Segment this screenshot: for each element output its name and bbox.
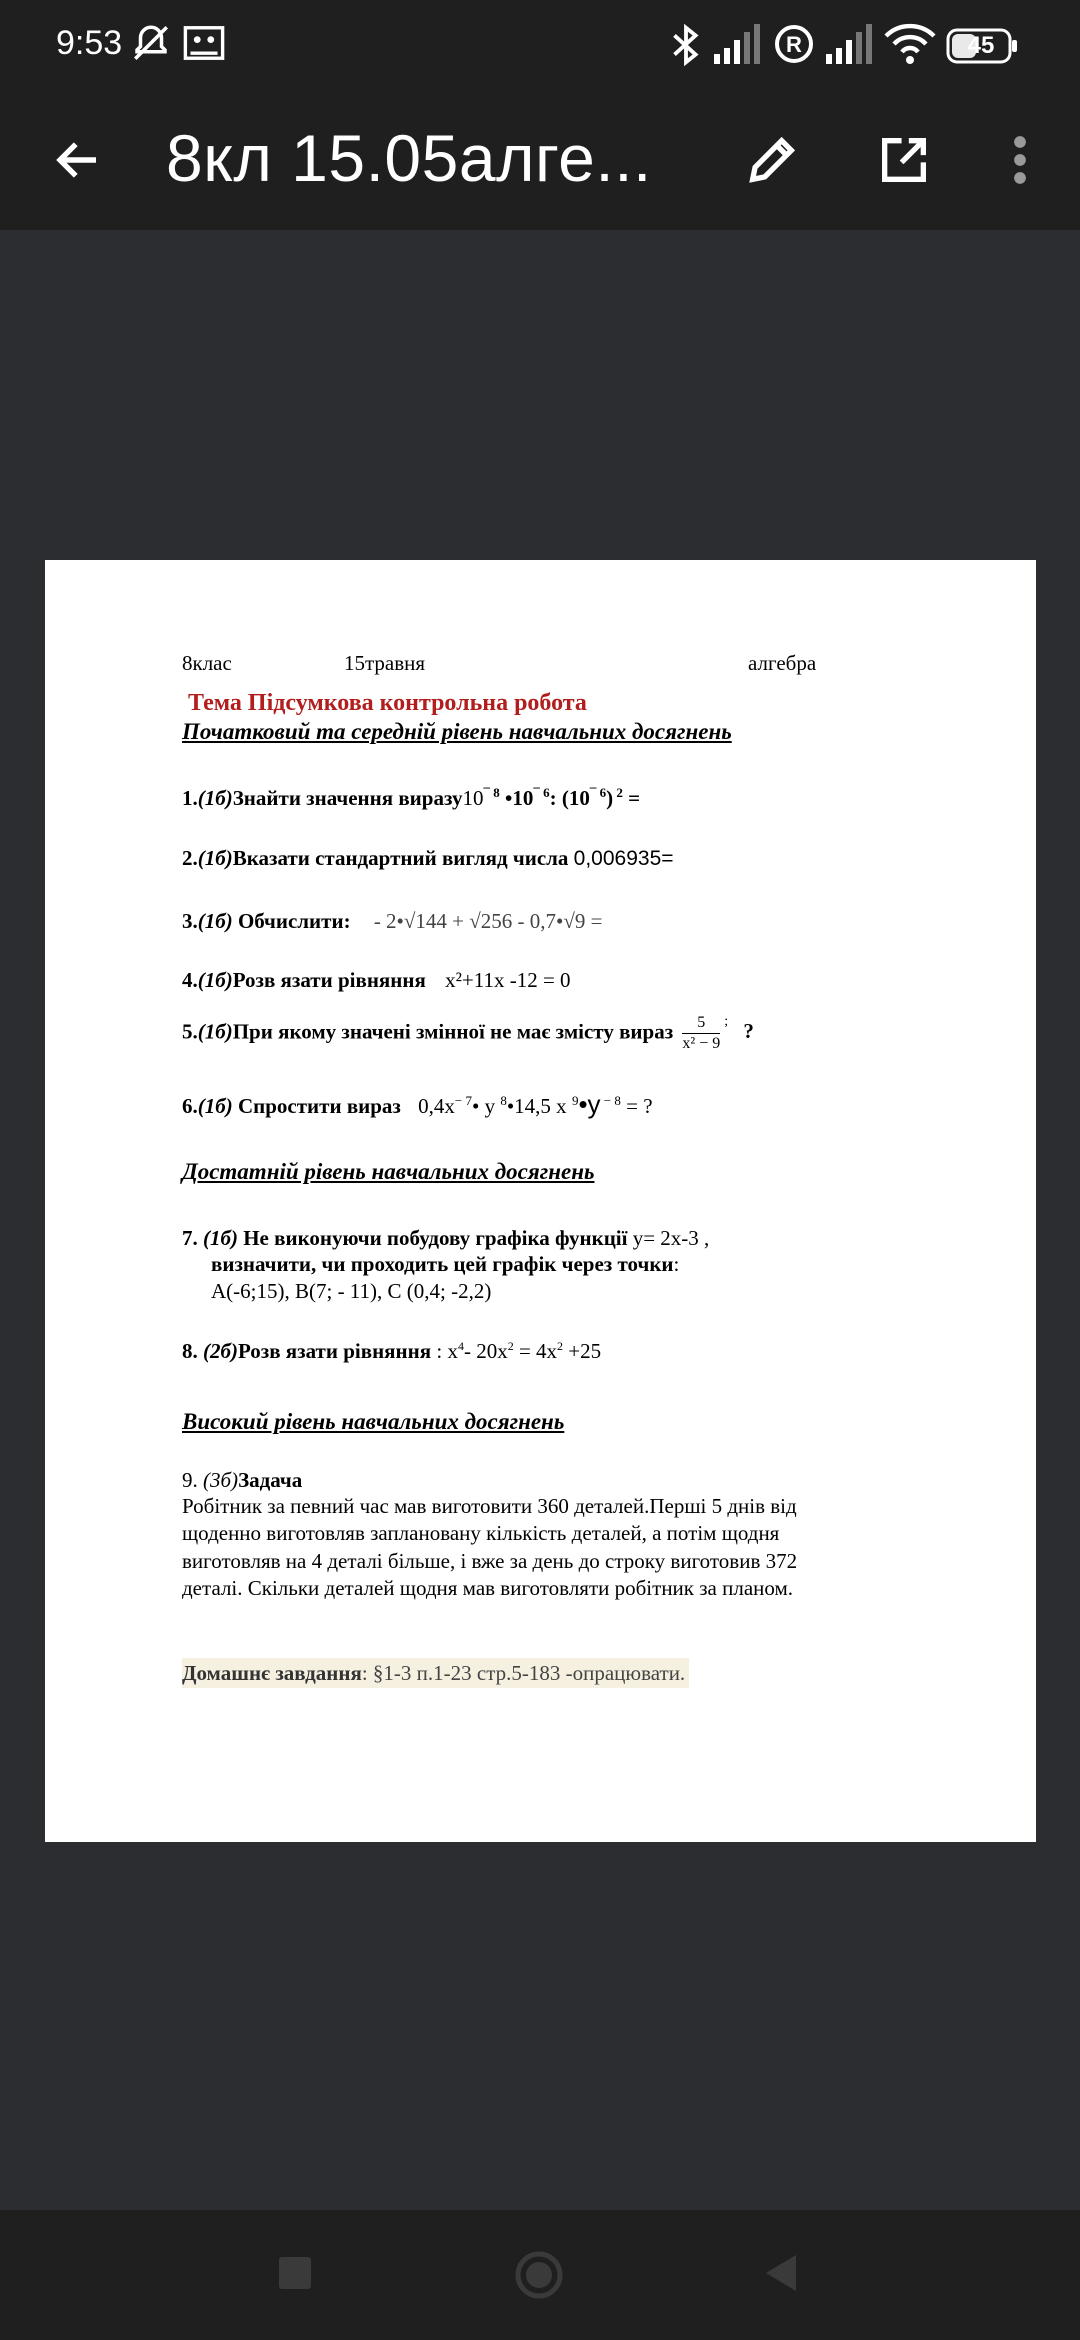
question-9: 9. (3б)Задача Робітник за певний час мав виготовити 360 деталей.Перші 5 днів від щоденно виготовляв заплановану кількість деталей, а потім щодня виготовляв на 4 деталі більше, і вже за день до строку виготовив 372 деталі. Скільки деталей щодня мав виготовляти робітник за планом. <box>182 1467 822 1602</box>
status-bar <box>0 0 1080 96</box>
gallery-icon <box>182 22 226 69</box>
level-heading-2: Достатній рівень навчальних досягнень <box>182 1159 595 1185</box>
signal-icon <box>824 22 874 71</box>
fraction: $\frac{5}{\text{x² − 9}}$ <box>682 1013 721 1052</box>
wifi-icon <box>884 22 936 71</box>
points-list: А(-6;15), В(7; - 11), С (0,4; -2,2) <box>211 1278 492 1303</box>
back-arrow-icon <box>51 133 105 192</box>
header-subject: алгебра <box>748 651 817 675</box>
header-class: 8клас <box>182 651 232 675</box>
topic-title: Тема Підсумкова контрольна робота <box>188 690 587 716</box>
navigation-bar <box>0 2210 1080 2340</box>
question-7: 7. (1б) Не виконуючи побудову графіка функції y= 2x-3 , визначити, чи проходить цей графік через точки: А(-6;15), В(7; - 11), С (0,4; -2,2) <box>182 1225 882 1304</box>
question-6: 6.(1б) Спростити вираз $0,4x^{- 7}•$ y $^8$•14,5 x $^9$•y $^{- 8}$ = ? <box>182 1088 653 1119</box>
home-circle-icon[interactable] <box>514 2250 564 2305</box>
level-heading-1: Початковий та середній рівень навчальних досягнень <box>182 719 732 744</box>
more-vert-icon <box>1010 133 1030 192</box>
question-5: 5.(1б)При якому значені змінної не має змісту вираз $\frac{5}{\text{x² − 9}}$ ; ? <box>182 1013 754 1052</box>
header-date: 15травня <box>344 651 426 675</box>
open-external-icon <box>875 131 933 194</box>
question-8: 8. (2б)Розв язати рівняння : $x^4-$ $20x^2 = 4x^2 +25$ <box>182 1338 602 1363</box>
problem-text: Робітник за певний час мав виготовити 360 деталей.Перші 5 днів від щоденно виготовляв заплановану кількість деталей, а потім щодня виготовляв на 4 деталі більше, і вже за день до строку виготовив 372 деталі. Скільки деталей щодня мав виготовляти робітник за планом. <box>182 1494 798 1600</box>
question-4: 4.(1б)Розв язати рівняння x²+11x -12 = 0 <box>182 967 571 992</box>
notifications-off-icon <box>130 22 172 69</box>
level-heading-3: Високий рівень навчальних досягнень <box>182 1409 565 1434</box>
app-bar <box>0 96 1080 230</box>
back-triangle-icon[interactable] <box>764 2254 798 2297</box>
document-title: 8кл 15.05алге... <box>166 121 652 195</box>
document-page[interactable] <box>45 560 1036 1842</box>
open-with-button[interactable] <box>862 120 946 204</box>
svg-text:R: R <box>786 32 802 57</box>
battery-level: 45 <box>967 32 995 59</box>
question-1: 1.(1б)Знайти значення $виразу10^{¯ 8}$ $•10^{¯ 6}$: $(10^{¯ 6}) ^2$ = <box>182 784 641 810</box>
edit-icon <box>743 131 801 194</box>
question-3: 3.(1б) Обчислити: - 2•√144 + √256 - 0,7•√9 = <box>182 909 603 934</box>
more-options-button[interactable] <box>978 120 1062 204</box>
signal-icon <box>712 22 762 71</box>
back-button[interactable] <box>36 120 120 204</box>
homework: Домашнє завдання: §1-3 п.1-23 стр.5-183 -опрацювати. <box>182 1658 882 1688</box>
status-time: 9:53 <box>56 24 123 62</box>
battery-icon <box>946 28 1018 69</box>
document-content <box>182 650 882 1688</box>
registered-icon <box>774 22 814 71</box>
bluetooth-icon <box>668 22 704 73</box>
question-2: 2.(1б)Вказати стандартний вигляд числа 0,006935= <box>182 846 674 870</box>
recents-square-icon[interactable] <box>278 2256 312 2295</box>
document-header <box>182 650 882 680</box>
edit-button[interactable] <box>730 120 814 204</box>
